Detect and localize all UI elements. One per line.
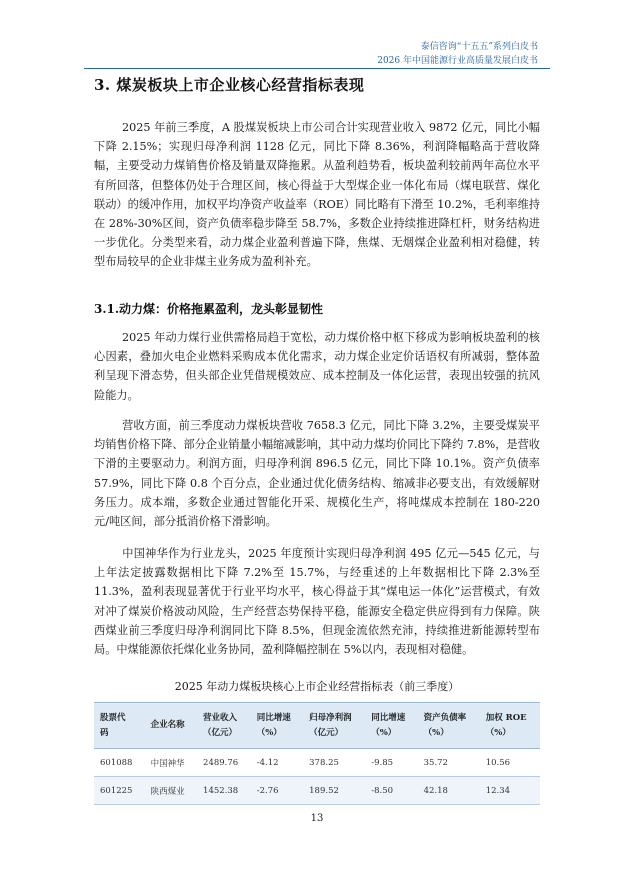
subsection-paragraph-1 (94, 328, 540, 408)
table-cell: 中国神华 (145, 749, 197, 777)
section-heading: 3. 煤炭板块上市企业核心经营指标表现 (94, 76, 365, 94)
table-cell: 189.52 (303, 777, 365, 805)
paragraph-1-text: 2025 年动力煤行业供需格局趋于宽松，动力煤价格中枢下移成为影响板块盈利的核心因素，叠加火电企业燃料采购成本优化需求，动力煤企业定价话语权有所减弱，整体盈利呈现下滑态势，但头部企业凭借规模效应、成本控制及一体化运营，表现出较强的抗风险能力。 (94, 331, 540, 402)
page-number: 13 (310, 813, 324, 824)
subsection-heading: 3.1.动力煤：价格拖累盈利，龙头彰显韧性 (94, 302, 324, 316)
header-company (145, 703, 197, 749)
header-profit-growth-l1: 同比增速 (371, 712, 406, 723)
table-cell: 601088 (94, 749, 145, 777)
table-cell: 10.56 (480, 749, 540, 777)
table-cell: 1452.38 (197, 777, 251, 805)
indicator-table (94, 702, 540, 805)
table-row (94, 749, 540, 777)
header-debt-ratio-l2: （%） (423, 727, 449, 738)
section-intro-text: 2025 年前三季度，A 股煤炭板块上市公司合计实现营业收入 9872 亿元，同比小幅下降 2.15%；实现归母净利润 1128 亿元，同比下降 8.36%，利润降幅略高于营收降幅，主要受动力煤销售价格及销量双降拖累。从盈利趋势看，板块盈利较前两年高位水平有所回落，但整体仍处于合理区间，核心得益于大型煤企业一体化布局（煤电联营、煤化联动）的缓冲作用，加权平均净资产收益率（ROE）同比略有下滑至 10.2%，毛利率维持在 28%-30%区间，资产负债率稳步降至 58.7%，多数企业持续推进降杠杆，财务结构进一步优化。分类型来看，动力煤企业盈利普遍下降，焦煤、无烟煤企业盈利相对稳健，转型布局较早的企业非煤主业务成为盈利补充。 (94, 121, 540, 269)
header-series-title: 泰信咨询“十五五”系列白皮书 (420, 42, 538, 52)
header-revenue (197, 703, 251, 749)
header-divider (84, 68, 550, 69)
table-cell: -8.50 (365, 777, 417, 805)
header-revenue-growth-l1: 同比增速 (256, 712, 291, 723)
table-cell: 12.34 (480, 777, 540, 805)
header-stock-code-l2: 码 (100, 727, 109, 738)
paragraph-3-text: 中国神华作为行业龙头，2025 年度预计实现归母净利润 495 亿元—545 亿元，与上年法定披露数据相比下降 7.2%至 15.7%，与经重述的上年数据相比下降 2.3%至 11.3%，盈利表现显著优于行业平均水平，核心得益于其“煤电运一体化”运营模式，有效对冲了煤炭价格波动风险，生产经营态势保持平稳，能源安全稳定供应得到有力保障。陕西煤业前三季度归母净利润同比下降 8.5%，但现金流依然充沛，持续推进新能源转型布局。中煤能源依托煤化业务协同，盈利降幅控制在 5%以内，表现相对稳健。 (94, 547, 540, 657)
table-cell: 42.18 (418, 777, 480, 805)
table-caption: 2025 年动力煤板块核心上市企业经营指标表（前三季度） (174, 680, 460, 693)
table-cell: 378.25 (303, 749, 365, 777)
subsection-paragraph-3 (94, 544, 540, 666)
table-cell: 601225 (94, 777, 145, 805)
table-cell: 陕西煤业 (145, 777, 197, 805)
header-roe-l1: 加权 ROE (485, 712, 527, 723)
table-cell: -2.76 (251, 777, 303, 805)
section-intro-paragraph (94, 118, 540, 288)
table-cell: -4.12 (251, 749, 303, 777)
header-profit-growth (365, 703, 417, 749)
table-cell: -9.85 (365, 749, 417, 777)
table-row (94, 777, 540, 805)
header-company-l1: 企业名称 (150, 720, 185, 730)
header-report-title: 2026 年中国能源行业高质量发展白皮书 (377, 56, 538, 66)
header-profit-growth-l2: （%） (371, 727, 397, 738)
paragraph-2-text: 营收方面，前三季度动力煤板块营收 7658.3 亿元，同比下降 3.2%，主要受煤炭平均销售价格下降、部分企业销量小幅缩减影响，其中动力煤均价同比下降约 7.8%，是营收下滑的主要驱动力。利润方面，归母净利润 896.5 亿元，同比下降 10.1%。资产负债率 57.9%，同比下降 0.8 个百分点，企业通过优化债务结构、缩减非必要支出，有效缓解财务压力。成本端，多数企业通过智能化开采、规模化生产，将吨煤成本控制在 180-220 元/吨区间，部分抵消价格下滑影响。 (94, 419, 540, 529)
header-net-profit (303, 703, 365, 749)
header-roe (480, 703, 540, 749)
header-revenue-growth (251, 703, 303, 749)
header-revenue-l2: （亿元） (203, 727, 238, 738)
header-debt-ratio-l1: 资产负债率 (423, 712, 467, 723)
header-revenue-l1: 营业收入 (203, 712, 238, 723)
header-net-profit-l1: 归母净利润 (309, 712, 352, 723)
subsection-paragraph-2 (94, 416, 540, 538)
table-cell: 35.72 (418, 749, 480, 777)
table-cell: 2489.76 (197, 749, 251, 777)
table-header-row (94, 703, 540, 749)
header-net-profit-l2: （亿元） (309, 727, 344, 738)
header-revenue-growth-l2: （%） (256, 727, 282, 738)
header-debt-ratio (418, 703, 480, 749)
header-roe-l2: （%） (485, 727, 511, 738)
header-stock-code-l1: 股票代 (100, 712, 126, 723)
header-stock-code (94, 703, 145, 749)
